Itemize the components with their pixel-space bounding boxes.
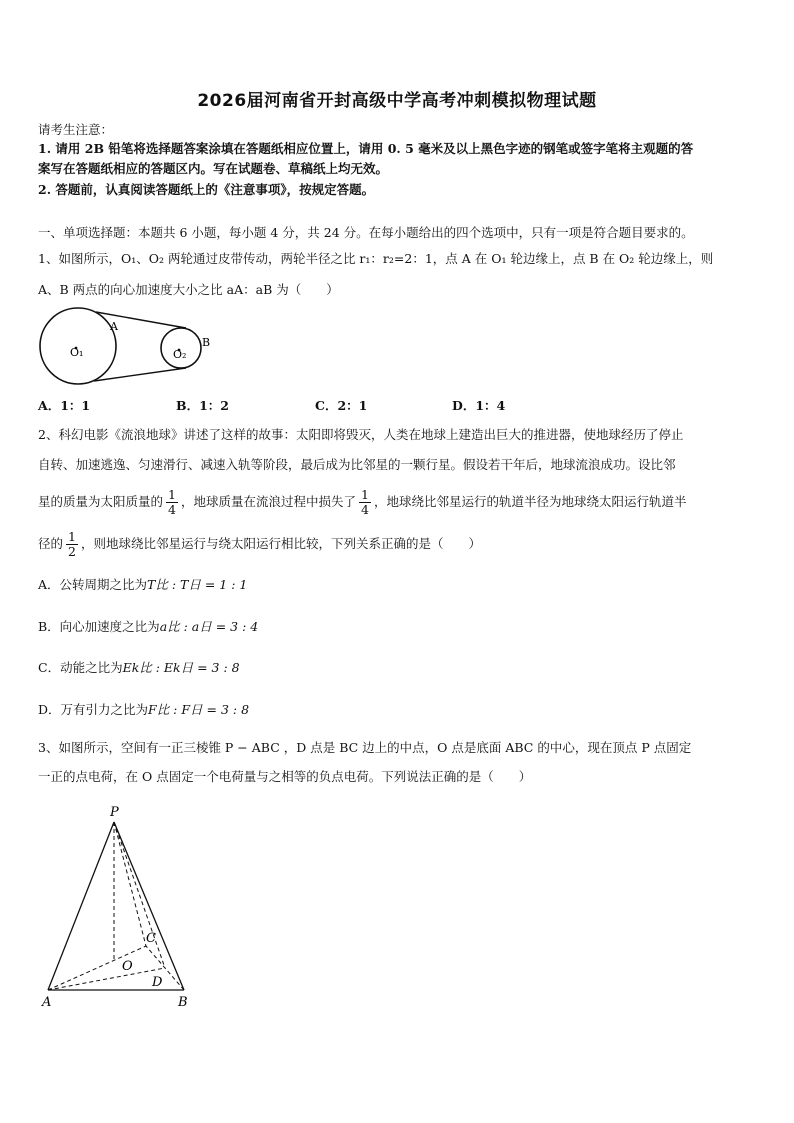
q1-option-b[interactable]: B．1：2 (176, 398, 229, 413)
notice-item-2: 2. 答题前，认真阅读答题纸上的《注意事项》，按规定答题。 (38, 182, 375, 197)
label-b: B (202, 336, 211, 349)
q1-text-line2: A、B 两点的向心加速度大小之比 aA：aB 为（ ） (38, 282, 339, 297)
notice-item-1-cont: 案写在答题纸相应的答题区内。写在试题卷、草稿纸上均无效。 (38, 161, 389, 176)
label-a: A (42, 995, 52, 1010)
q2-line3-part1: 星的质量为太阳质量的 (38, 494, 164, 509)
page-title: 2026届河南省开封高级中学高考冲刺模拟物理试题 (197, 91, 597, 111)
q2-line4-part2: ，则地球绕比邻星运行与绕太阳运行相比较，下列关系正确的是（ ） (80, 536, 481, 551)
label-b: B (178, 995, 188, 1010)
fraction-one-quarter: $\frac{1}{4}$ (168, 487, 176, 517)
pyramid-figure (38, 800, 198, 1015)
notice-heading: 请考生注意： (38, 122, 114, 137)
q2-option-c[interactable]: C．动能之比为Ek比 : Ek日 = 3 : 8 (38, 660, 240, 675)
q1-option-c[interactable]: C．2：1 (315, 398, 368, 413)
q2-text-line4 (38, 526, 758, 562)
q2-option-a[interactable]: A．公转周期之比为T比 : T日 = 1 : 1 (38, 577, 248, 592)
fraction-one-quarter-2: $\frac{1}{4}$ (360, 487, 369, 517)
label-p: P (110, 805, 119, 820)
notice-item-1: 1. 请用 2B 铅笔将选择题答案涂填在答题纸相应位置上，请用 0. 5 毫米及以上黑色字迹的钢笔或签字笔将主观题的答 (38, 141, 694, 156)
label-a: A (110, 320, 118, 333)
q1-option-d[interactable]: D．1：4 (452, 398, 506, 413)
label-c: C (146, 931, 156, 946)
q1-text-line1: 1、如图所示，O₁、O₂ 两轮通过皮带传动，两轮半径之比 r₁：r₂=2：1，点 A 在 O₁ 轮边缘上，点 B 在 O₂ 轮边缘上，则 (38, 251, 714, 266)
label-o: O (122, 959, 133, 974)
belt-pulley-figure (36, 306, 216, 388)
label-o2: O₂ (173, 348, 187, 361)
q2-line4-part1: 径的 (38, 536, 64, 551)
q2-line3-part2: ，地球质量在流浪过程中损失了 (180, 494, 356, 509)
edge-pc (114, 822, 146, 946)
edge-pd (114, 822, 165, 968)
fraction-one-half: $\frac{1}{2}$ (68, 529, 76, 559)
section-heading: 一、单项选择题：本题共 6 小题，每小题 4 分，共 24 分。在每小题给出的四个选项中，只有一项是符合题目要求的。 (38, 225, 694, 240)
q3-text-line2: 一正的点电荷，在 O 点固定一个电荷量与之相等的负点电荷。下列说法正确的是（ ） (38, 769, 532, 784)
q2-line3-part3: ，地球绕比邻星运行的轨道半径为地球绕太阳运行轨道半 (373, 494, 687, 509)
q2-option-b[interactable]: B．向心加速度之比为a比 : a日 = 3 : 4 (38, 619, 259, 634)
edge-ad (48, 968, 165, 990)
label-d: D (152, 975, 163, 990)
label-o1: O₁ (70, 346, 84, 359)
q1-option-a[interactable]: A．1：1 (38, 398, 91, 413)
q2-text-line1: 2、科幻电影《流浪地球》讲述了这样的故事：太阳即将毁灭，人类在地球上建造出巨大的推进器，使地球经历了停止 (38, 427, 684, 442)
q3-text-line1: 3、如图所示，空间有一正三棱锥 P − ABC ，D 点是 BC 边上的中点，O 点是底面 ABC 的中心，现在顶点 P 点固定 (38, 740, 692, 755)
q2-text-line2: 自转、加速逃逸、匀速滑行、减速入轨等阶段，最后成为比邻星的一颗行星。假设若干年后，地球流浪成功。设比邻 (38, 457, 676, 472)
q2-option-d[interactable]: D．万有引力之比为F比 : F日 = 3 : 8 (38, 702, 250, 717)
edge-pa (48, 822, 114, 990)
q2-text-line3 (38, 484, 758, 520)
